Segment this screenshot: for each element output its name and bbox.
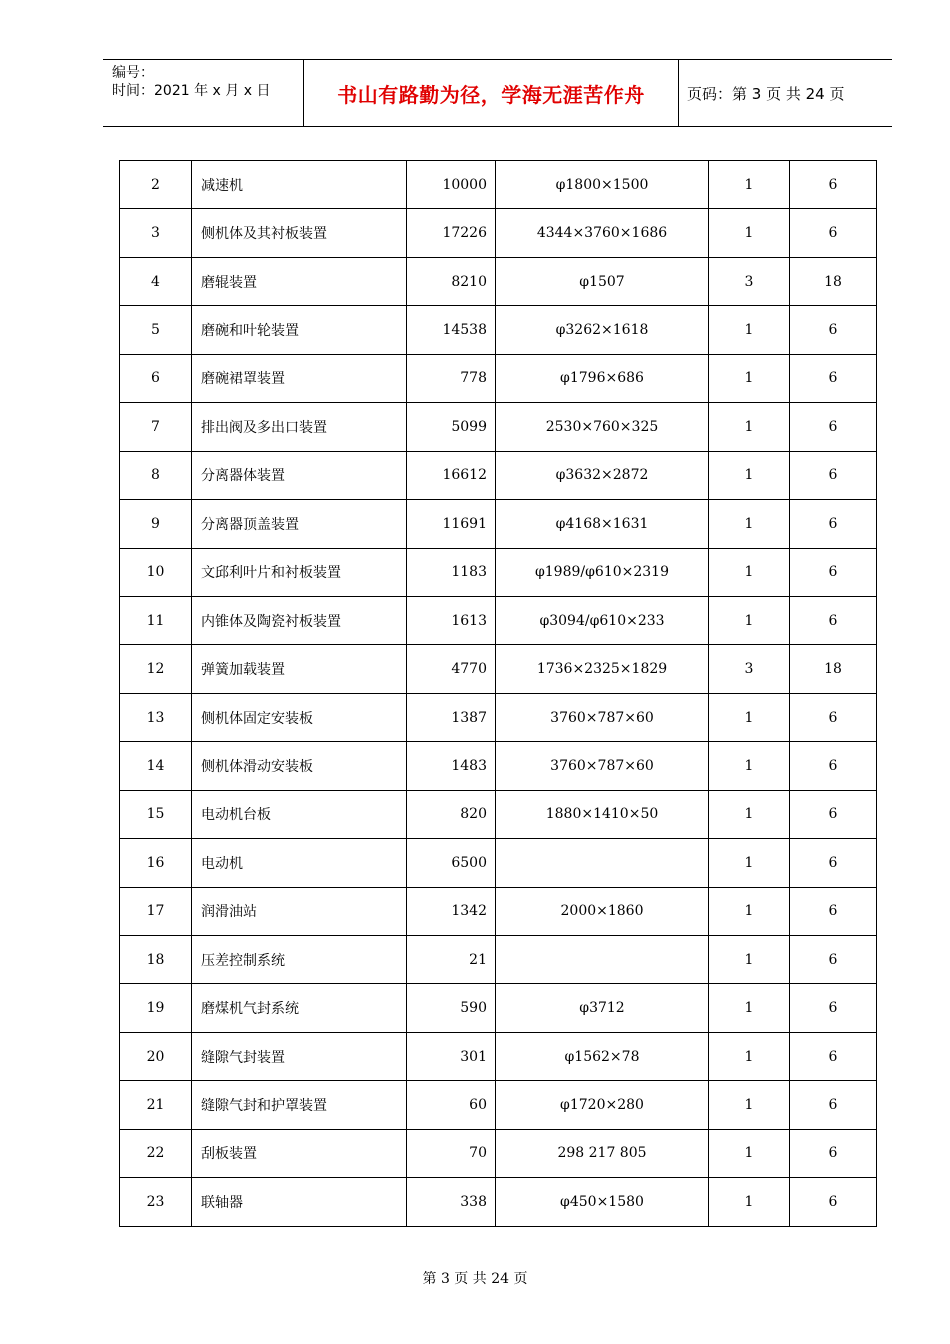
table-row — [120, 1129, 877, 1177]
part-total: 6 — [790, 1032, 877, 1080]
part-total: 6 — [790, 209, 877, 257]
part-weight: 1613 — [407, 596, 496, 644]
part-name: 磨碗裙罩装置 — [192, 354, 407, 402]
part-weight: 301 — [407, 1032, 496, 1080]
table-row — [120, 257, 877, 305]
part-name: 侧机体固定安装板 — [192, 693, 407, 741]
serial-label: 编号： — [112, 65, 154, 81]
part-name: 润滑油站 — [192, 887, 407, 935]
page-footer — [0, 1268, 950, 1288]
part-total: 6 — [790, 936, 877, 984]
table-row — [120, 161, 877, 209]
row-number: 19 — [120, 984, 192, 1032]
row-number: 17 — [120, 887, 192, 935]
table-row — [120, 209, 877, 257]
part-name: 侧机体滑动安装板 — [192, 742, 407, 790]
part-dimensions: 3760×787×60 — [496, 693, 709, 741]
part-quantity: 3 — [709, 645, 790, 693]
part-weight: 21 — [407, 936, 496, 984]
table-row — [120, 984, 877, 1032]
part-quantity: 1 — [709, 984, 790, 1032]
part-dimensions: φ3262×1618 — [496, 306, 709, 354]
part-total: 6 — [790, 887, 877, 935]
part-name: 磨煤机气封系统 — [192, 984, 407, 1032]
part-dimensions — [496, 839, 709, 887]
part-total: 6 — [790, 984, 877, 1032]
part-name: 弹簧加载装置 — [192, 645, 407, 693]
part-name: 缝隙气封和护罩装置 — [192, 1081, 407, 1129]
part-name: 分离器顶盖装置 — [192, 500, 407, 548]
part-quantity: 1 — [709, 887, 790, 935]
part-dimensions: φ1800×1500 — [496, 161, 709, 209]
row-number: 10 — [120, 548, 192, 596]
row-number: 14 — [120, 742, 192, 790]
part-dimensions: φ1989/φ610×2319 — [496, 548, 709, 596]
part-name: 侧机体及其衬板装置 — [192, 209, 407, 257]
part-quantity: 1 — [709, 354, 790, 402]
part-quantity: 1 — [709, 161, 790, 209]
part-weight: 1483 — [407, 742, 496, 790]
part-weight: 60 — [407, 1081, 496, 1129]
row-number: 21 — [120, 1081, 192, 1129]
part-dimensions: 4344×3760×1686 — [496, 209, 709, 257]
part-dimensions: φ3712 — [496, 984, 709, 1032]
table-row — [120, 936, 877, 984]
part-weight: 338 — [407, 1178, 496, 1226]
part-weight: 4770 — [407, 645, 496, 693]
part-total: 6 — [790, 693, 877, 741]
part-quantity: 1 — [709, 742, 790, 790]
part-quantity: 1 — [709, 936, 790, 984]
row-number: 16 — [120, 839, 192, 887]
part-dimensions: φ1562×78 — [496, 1032, 709, 1080]
table-row — [120, 693, 877, 741]
part-dimensions: 1880×1410×50 — [496, 790, 709, 838]
part-weight: 8210 — [407, 257, 496, 305]
table-row — [120, 306, 877, 354]
part-name: 磨辊装置 — [192, 257, 407, 305]
part-dimensions: 3760×787×60 — [496, 742, 709, 790]
part-name: 减速机 — [192, 161, 407, 209]
part-weight: 14538 — [407, 306, 496, 354]
row-number: 7 — [120, 403, 192, 451]
part-weight: 5099 — [407, 403, 496, 451]
part-weight: 16612 — [407, 451, 496, 499]
row-number: 18 — [120, 936, 192, 984]
table-row — [120, 790, 877, 838]
table-row — [120, 1178, 877, 1226]
header-motto-cell — [303, 60, 679, 126]
part-dimensions: φ3094/φ610×233 — [496, 596, 709, 644]
part-quantity: 1 — [709, 1032, 790, 1080]
part-dimensions: 1736×2325×1829 — [496, 645, 709, 693]
part-quantity: 1 — [709, 1081, 790, 1129]
part-quantity: 1 — [709, 500, 790, 548]
part-dimensions: 298 217 805 — [496, 1129, 709, 1177]
part-quantity: 1 — [709, 1178, 790, 1226]
row-number: 9 — [120, 500, 192, 548]
part-total: 6 — [790, 306, 877, 354]
part-quantity: 1 — [709, 306, 790, 354]
part-name: 电动机 — [192, 839, 407, 887]
row-number: 5 — [120, 306, 192, 354]
part-dimensions: φ1507 — [496, 257, 709, 305]
part-total: 6 — [790, 1081, 877, 1129]
table-row — [120, 451, 877, 499]
part-total: 6 — [790, 451, 877, 499]
part-quantity: 1 — [709, 548, 790, 596]
table-row — [120, 839, 877, 887]
part-dimensions: φ4168×1631 — [496, 500, 709, 548]
part-name: 内锥体及陶瓷衬板装置 — [192, 596, 407, 644]
part-total: 18 — [790, 257, 877, 305]
row-number: 6 — [120, 354, 192, 402]
part-total: 18 — [790, 645, 877, 693]
part-dimensions: φ1796×686 — [496, 354, 709, 402]
part-weight: 778 — [407, 354, 496, 402]
part-total: 6 — [790, 742, 877, 790]
part-weight: 1183 — [407, 548, 496, 596]
header-page-cell — [679, 60, 892, 126]
parts-table-body — [120, 161, 877, 1227]
table-row — [120, 887, 877, 935]
row-number: 20 — [120, 1032, 192, 1080]
row-number: 11 — [120, 596, 192, 644]
part-total: 6 — [790, 596, 877, 644]
part-name: 排出阀及多出口装置 — [192, 403, 407, 451]
part-quantity: 1 — [709, 209, 790, 257]
part-total: 6 — [790, 1129, 877, 1177]
part-name: 刮板装置 — [192, 1129, 407, 1177]
part-quantity: 1 — [709, 839, 790, 887]
part-name: 分离器体装置 — [192, 451, 407, 499]
part-quantity: 1 — [709, 451, 790, 499]
table-row — [120, 742, 877, 790]
part-weight: 10000 — [407, 161, 496, 209]
row-number: 23 — [120, 1178, 192, 1226]
row-number: 4 — [120, 257, 192, 305]
table-row — [120, 1081, 877, 1129]
part-name: 磨碗和叶轮装置 — [192, 306, 407, 354]
part-weight: 1342 — [407, 887, 496, 935]
part-dimensions: 2530×760×325 — [496, 403, 709, 451]
row-number: 15 — [120, 790, 192, 838]
table-row — [120, 403, 877, 451]
parts-table — [119, 160, 877, 1227]
motto-text: 书山有路勤为径，学海无涯苦作舟 — [337, 82, 645, 107]
part-quantity: 1 — [709, 693, 790, 741]
row-number: 2 — [120, 161, 192, 209]
part-total: 6 — [790, 1178, 877, 1226]
time-label: 时间：2021 年 x 月 x 日 — [112, 83, 271, 99]
part-quantity: 1 — [709, 596, 790, 644]
part-weight: 820 — [407, 790, 496, 838]
table-row — [120, 596, 877, 644]
row-number: 12 — [120, 645, 192, 693]
part-total: 6 — [790, 403, 877, 451]
table-row — [120, 500, 877, 548]
row-number: 22 — [120, 1129, 192, 1177]
part-weight: 11691 — [407, 500, 496, 548]
part-dimensions — [496, 936, 709, 984]
part-total: 6 — [790, 161, 877, 209]
part-quantity: 3 — [709, 257, 790, 305]
table-row — [120, 645, 877, 693]
header-meta — [103, 60, 303, 126]
page-header — [103, 59, 892, 127]
row-number: 8 — [120, 451, 192, 499]
part-weight: 70 — [407, 1129, 496, 1177]
part-weight: 17226 — [407, 209, 496, 257]
table-row — [120, 354, 877, 402]
part-dimensions: φ450×1580 — [496, 1178, 709, 1226]
part-name: 压差控制系统 — [192, 936, 407, 984]
table-row — [120, 1032, 877, 1080]
row-number: 3 — [120, 209, 192, 257]
part-weight: 590 — [407, 984, 496, 1032]
part-quantity: 1 — [709, 1129, 790, 1177]
part-quantity: 1 — [709, 403, 790, 451]
part-quantity: 1 — [709, 790, 790, 838]
part-name: 联轴器 — [192, 1178, 407, 1226]
part-total: 6 — [790, 500, 877, 548]
part-total: 6 — [790, 839, 877, 887]
footer-page-number: 第 3 页 共 24 页 — [422, 1271, 528, 1287]
part-dimensions: 2000×1860 — [496, 887, 709, 935]
part-total: 6 — [790, 354, 877, 402]
part-weight: 6500 — [407, 839, 496, 887]
table-row — [120, 548, 877, 596]
part-weight: 1387 — [407, 693, 496, 741]
part-dimensions: φ1720×280 — [496, 1081, 709, 1129]
row-number: 13 — [120, 693, 192, 741]
part-name: 文邱利叶片和衬板装置 — [192, 548, 407, 596]
part-name: 电动机台板 — [192, 790, 407, 838]
page-info: 页码：第 3 页 共 24 页 — [687, 84, 845, 103]
part-name: 缝隙气封装置 — [192, 1032, 407, 1080]
part-total: 6 — [790, 548, 877, 596]
part-dimensions: φ3632×2872 — [496, 451, 709, 499]
part-total: 6 — [790, 790, 877, 838]
